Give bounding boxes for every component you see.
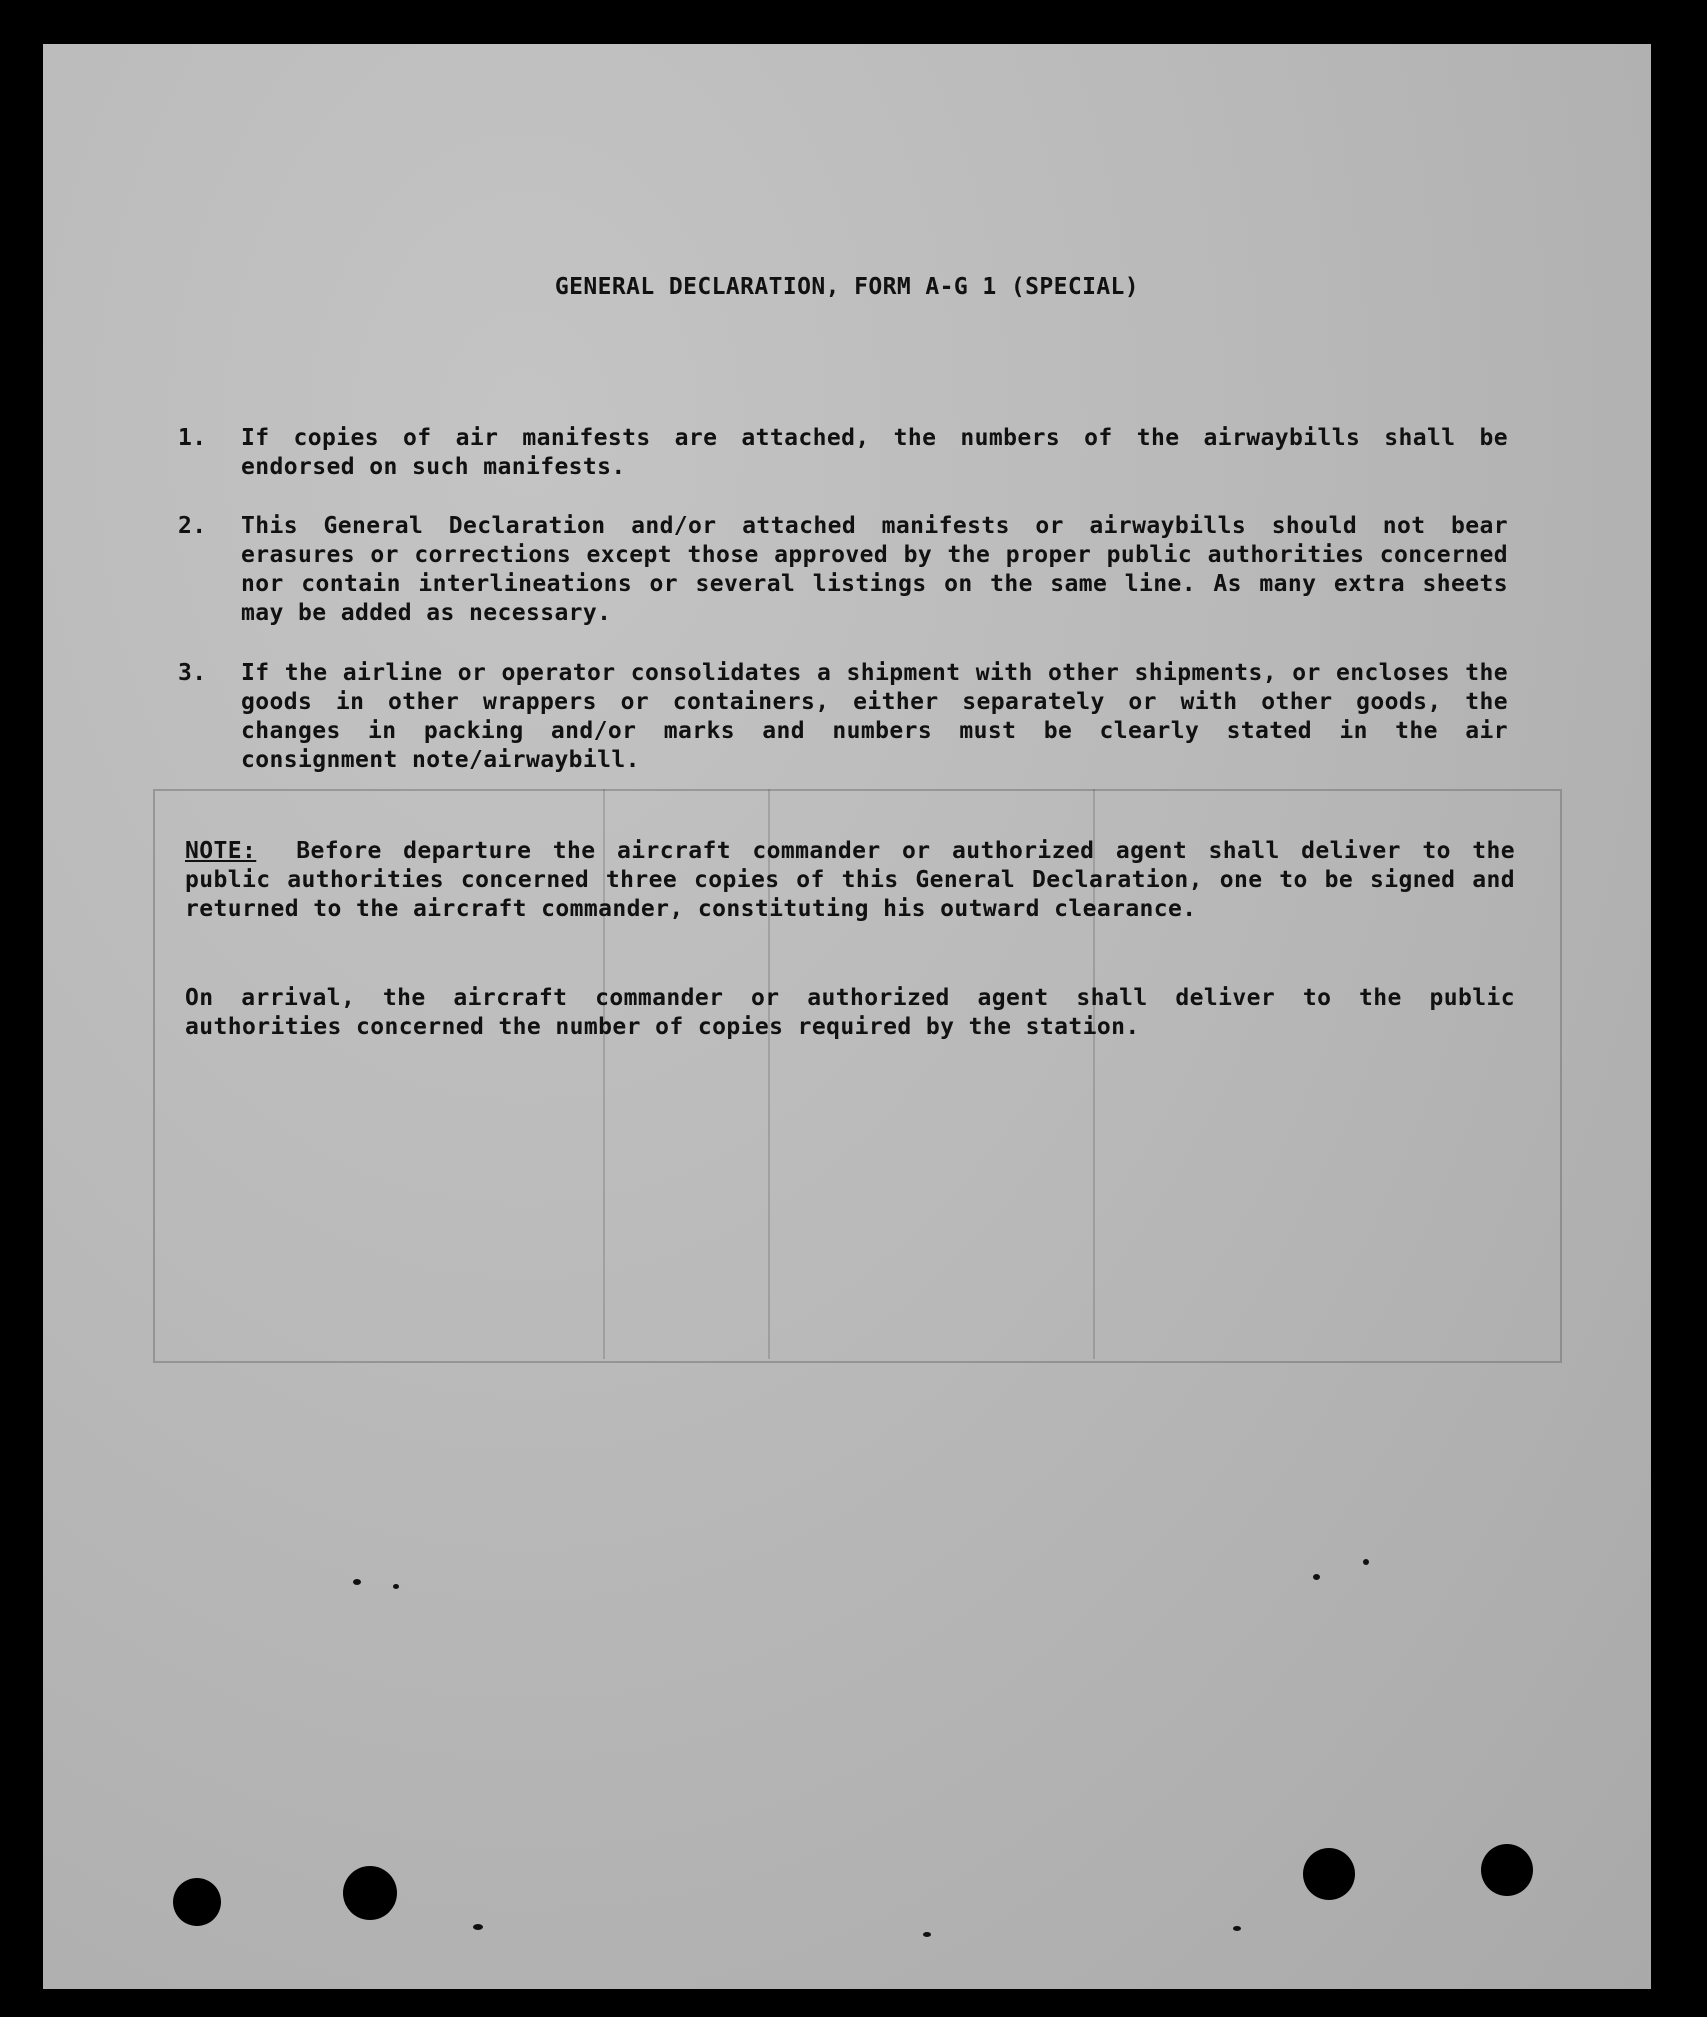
punch-hole bbox=[1481, 1844, 1533, 1896]
punch-hole bbox=[343, 1866, 397, 1920]
ink-speck bbox=[1363, 1559, 1369, 1565]
item-text: If copies of air manifests are attached, the numbers of the airwaybills shall be endorsed on such manifests. bbox=[241, 425, 1508, 480]
punch-hole bbox=[1303, 1848, 1355, 1900]
ink-speck bbox=[1313, 1574, 1320, 1580]
arrival-paragraph: On arrival, the aircraft commander or authorized agent shall deliver to the public authorities concerned the number of copies required by the station. bbox=[185, 985, 1515, 1040]
item-number: 2. bbox=[178, 513, 207, 539]
item-text: This General Declaration and/or attached manifests or airwaybills should not bear erasures or corrections except those approved by the proper public authorities concerned nor contain interlineations or several listings on the same line. As many extra sheets may be added as necessary. bbox=[241, 513, 1508, 626]
ink-speck bbox=[473, 1924, 483, 1930]
document-title: GENERAL DECLARATION, FORM A-G 1 (SPECIAL) bbox=[554, 274, 1140, 300]
document-page bbox=[43, 44, 1651, 1989]
item-number: 3. bbox=[178, 660, 207, 686]
ink-speck bbox=[923, 1932, 931, 1937]
ink-speck bbox=[353, 1579, 361, 1585]
ink-speck bbox=[393, 1584, 399, 1589]
note-text: Before departure the aircraft commander or authorized agent shall deliver to the public authorities concerned three copies of this General Declaration, one to be signed and returned to the aircraft commander, constituting his outward clearance. bbox=[185, 838, 1515, 922]
note-label: NOTE: bbox=[185, 838, 257, 864]
note-paragraph bbox=[185, 837, 1515, 924]
punch-hole bbox=[173, 1878, 221, 1926]
item-text: If the airline or operator consolidates a shipment with other shipments, or encloses the goods in other wrappers or containers, either separately or with other goods, the changes in packing and/or marks and numbers must be clearly stated in the air consignment note/airwaybill. bbox=[241, 660, 1508, 773]
document-body bbox=[43, 44, 1651, 1989]
ink-speck bbox=[1233, 1926, 1241, 1931]
item-number: 1. bbox=[178, 425, 207, 451]
